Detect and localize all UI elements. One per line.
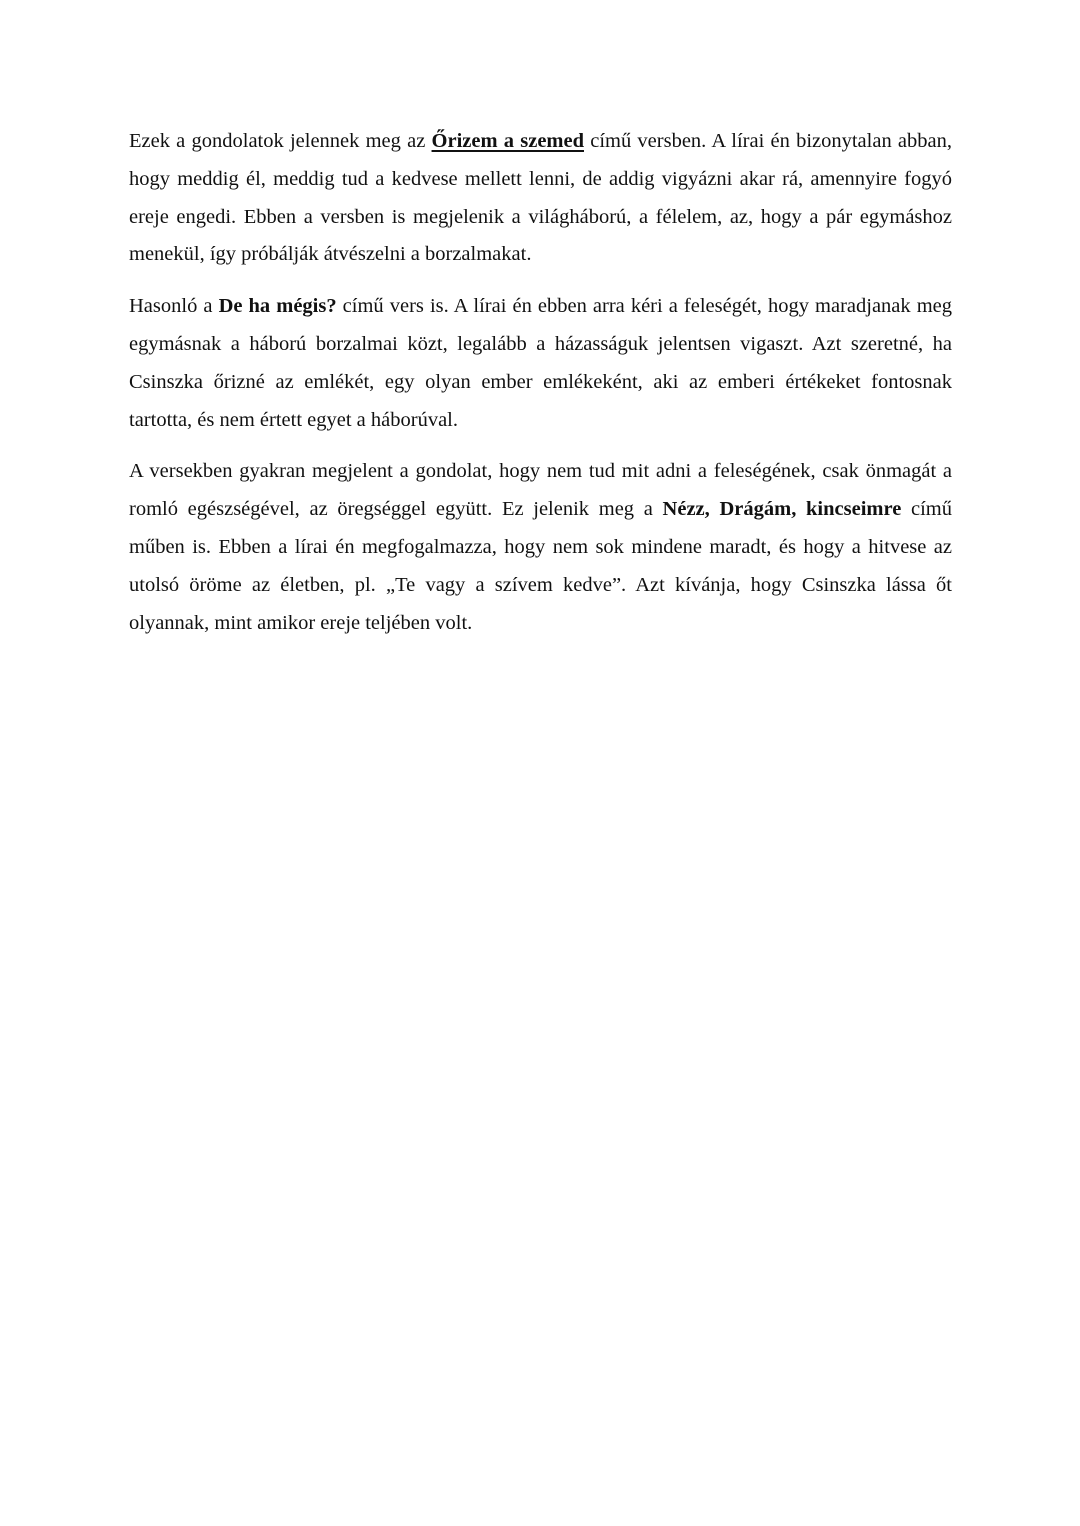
- paragraph-nezz-dragam: [129, 453, 952, 642]
- paragraph-text: Ezek a gondolatok jelennek meg az: [129, 130, 432, 152]
- document-body: [129, 123, 952, 656]
- paragraph-text: Hasonló a: [129, 295, 219, 318]
- poem-title-de-ha-megis: De ha mégis?: [218, 295, 337, 318]
- paragraph-text: című vers is. A lírai én ebben arra kéri a feleségét, hogy maradjanak meg egymásnak a háború borzalmai közt, legalább a házasságuk jelentsen vigaszt. Azt szeretné, ha Csinszka őrizné az emlékét, egy olyan ember emlékeként, aki az emberi értékeket fontosnak tartotta, és nem értett egyet a háborúval.: [129, 295, 952, 431]
- paragraph-text: című versben. A lírai én bizonytalan abban, hogy meddig él, meddig tud a kedvese mellett lenni, de addig vigyázni akar rá, amennyire fogyó ereje engedi. Ebben a versben is megjelenik a világháború, a félelem, az, hogy a pár egymáshoz menekül, így próbálják átvészelni a borzalmakat.: [129, 130, 952, 266]
- paragraph-de-ha-megis: [129, 288, 952, 439]
- paragraph-orizem: [129, 123, 952, 274]
- paragraph-text: A versekben gyakran megjelent a gondolat, hogy nem tud mit adni a feleségének, csak önmagát a romló egészségével, az öregséggel együtt. Ez jelenik meg a: [129, 460, 952, 521]
- poem-title-nezz-dragam-kincseimre: Nézz, Drágám, kincseimre: [662, 498, 902, 521]
- paragraph-text: című műben is. Ebben a lírai én megfogalmazza, hogy nem sok mindene maradt, és hogy a hitvese az utolsó öröme az életben, pl. „Te vagy a szívem kedve”. Azt kívánja, hogy Csinszka lássa őt olyannak, mint amikor ereje teljében volt.: [129, 498, 953, 634]
- poem-title-orizem-a-szemed: Őrizem a szemed: [431, 130, 584, 152]
